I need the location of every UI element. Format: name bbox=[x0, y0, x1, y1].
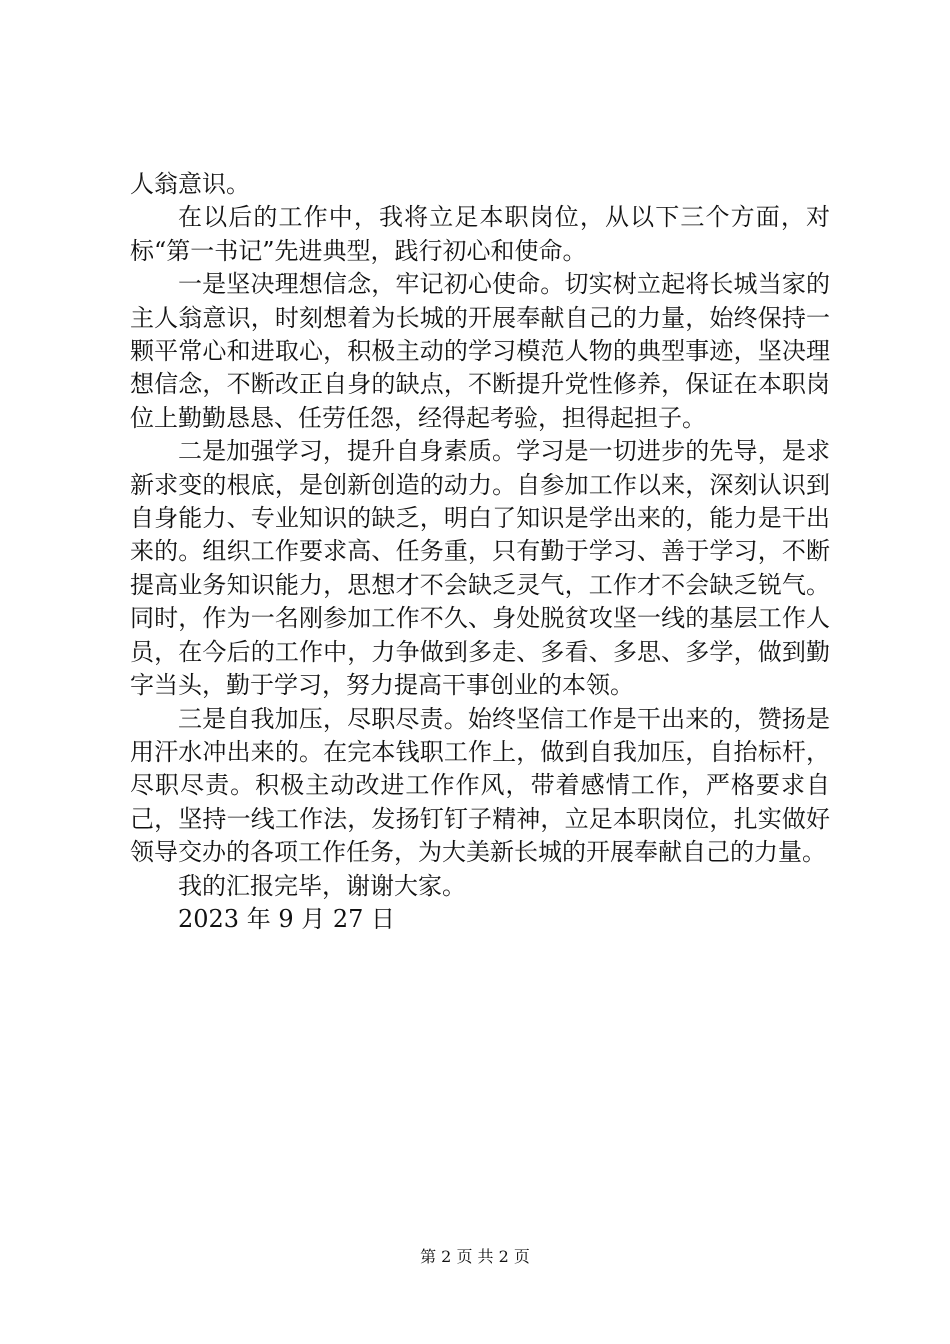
paragraph-point-two: 二是加强学习，提升自身素质。学习是一切进步的先导，是求新求变的根底，是创新创造的动力。自参加工作以来，深刻认识到自身能力、专业知识的缺乏，明白了知识是学出来的，能力是干出来的。组织工作要求高、任务重，只有勤于学习、善于学习，不断提高业务知识能力，思想才不会缺乏灵气，工作才不会缺乏锐气。同时，作为一名刚参加工作不久、身处脱贫攻坚一线的基层工作人员，在今后的工作中，力争做到多走、多看、多思、多学，做到勤字当头，勤于学习，努力提高干事创业的本领。 bbox=[130, 437, 830, 700]
document-body bbox=[130, 168, 830, 936]
paragraph-closing: 我的汇报完毕，谢谢大家。 bbox=[178, 871, 466, 900]
document-date: 2023 年 9 月 27 日 bbox=[178, 904, 396, 933]
paragraph-point-three: 三是自我加压，尽职尽责。始终坚信工作是干出来的，赞扬是用汗水冲出来的。在完本钱职工作上，做到自我加压，自抬标杆，尽职尽责。积极主动改进工作作风，带着感情工作，严格要求自己，坚持一线工作法，发扬钉钉子精神，立足本职岗位，扎实做好领导交办的各项工作任务，为大美新长城的开展奉献自己的力量。 bbox=[130, 704, 830, 867]
paragraph-intro: 在以后的工作中，我将立足本职岗位，从以下三个方面，对标“第一书记”先进典型，践行初心和使命。 bbox=[130, 203, 830, 265]
page-footer: 第 2 页 共 2 页 bbox=[420, 1247, 530, 1266]
paragraph-point-one: 一是坚决理想信念，牢记初心使命。切实树立起将长城当家的主人翁意识，时刻想着为长城的开展奉献自己的力量，始终保持一颗平常心和进取心，积极主动的学习模范人物的典型事迹，坚决理想信念，不断改正自身的缺点，不断提升党性修养，保证在本职岗位上勤勤恳恳、任劳任怨，经得起考验，担得起担子。 bbox=[130, 270, 830, 432]
paragraph-continuation: 人翁意识。 bbox=[130, 170, 250, 198]
